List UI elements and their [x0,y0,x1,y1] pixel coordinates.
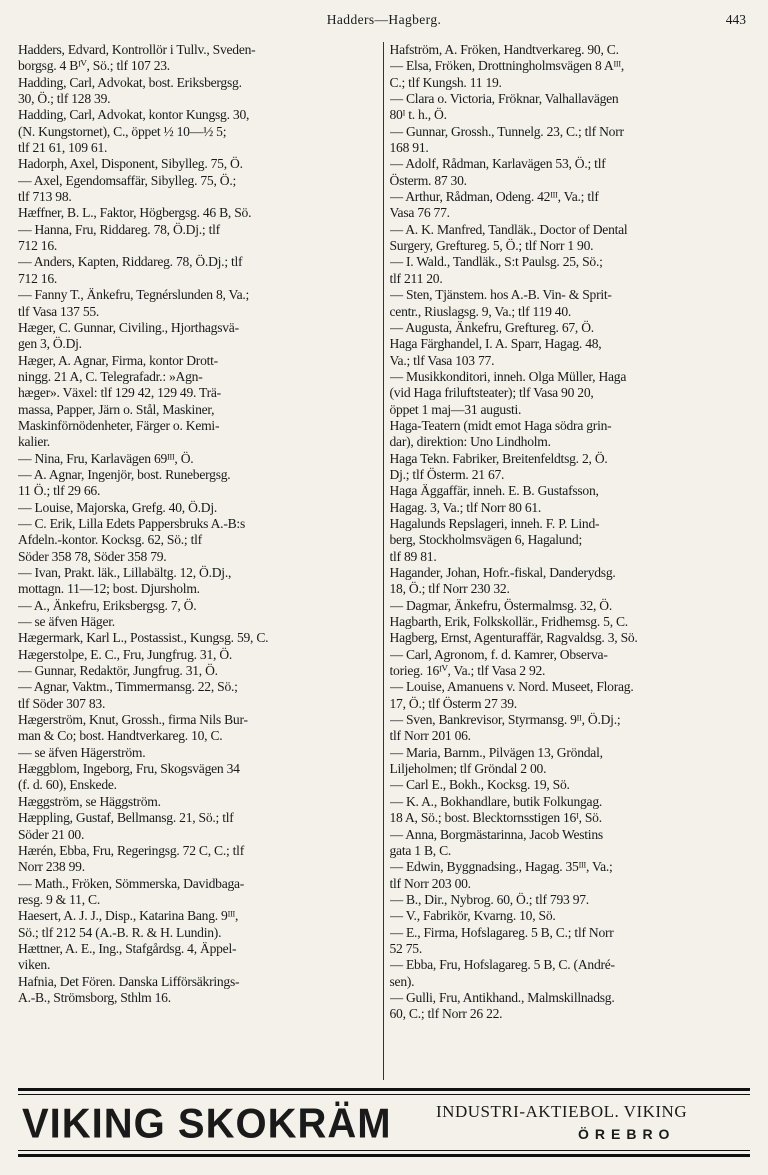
directory-line: Hægerström, Knut, Grossh., firma Nils Bur- [18,712,248,728]
directory-line: 11 Ö.; tlf 29 66. [18,483,101,499]
ad-maker: INDUSTRI-AKTIEBOL. VIKING [436,1102,688,1121]
directory-line: — Axel, Egendomsaffär, Sibylleg. 75, Ö.; [18,172,236,188]
directory-line: 60, C.; tlf Norr 26 22. [389,1006,503,1022]
directory-line: Sö.; tlf 212 54 (A.-B. R. & H. Lundin). [18,924,222,940]
directory-line: — Anders, Kapten, Riddareg. 78, Ö.Dj.; tlf [18,254,243,270]
directory-line: Haga Färghandel, I. A. Sparr, Hagag. 48, [389,336,602,352]
directory-line: Hættner, A. E., Ing., Stafgårdsg. 4, Äppel- [18,940,237,956]
directory-line: Surgery, Greftureg. 5, Ö.; tlf Norr 1 90. [389,238,594,254]
directory-line: — Augusta, Änkefru, Greftureg. 67, Ö. [389,319,594,335]
directory-line: 18, Ö.; tlf Norr 230 32. [389,581,510,597]
directory-line: Hadders, Edvard, Kontrollör i Tullv., Sveden- [18,42,256,57]
directory-line: Hadding, Carl, Advokat, bost. Eriksbergsg. [18,74,242,90]
directory-line: torieg. 16ᴵⱽ, Va.; tlf Vasa 2 92. [389,663,546,679]
directory-line: — Sten, Tjänstem. hos A.-B. Vin- & Sprit- [389,287,612,303]
directory-line: — se äfven Häger. [18,614,115,630]
directory-line: Hæggström, se Häggström. [18,793,161,809]
directory-line: Haga-Teatern (midt emot Haga södra grin- [389,417,612,433]
directory-line: tlf Vasa 137 55. [18,303,100,319]
directory-line: Hagander, Johan, Hofr.-fiskal, Danderydsg. [389,565,616,580]
ad-rule-top-thin [18,1094,750,1095]
directory-line: gata 1 B, C. [389,842,452,858]
directory-line: hæger». Växel: tlf 129 42, 129 49. Trä- [18,385,221,401]
directory-line: Hafström, A. Fröken, Handtverkareg. 90, C. [389,42,619,57]
directory-line: 18 A, Sö.; bost. Blecktornsstigen 16ᴵ, Sö. [389,810,602,826]
directory-line: — A. Agnar, Ingenjör, bost. Runebergsg. [18,466,231,482]
directory-line: Hæggblom, Ingeborg, Fru, Skogsvägen 34 [18,761,240,777]
directory-line: 168 91. [389,140,429,156]
directory-line: Hægermark, Karl L., Postassist., Kungsg. 59, C. [18,630,269,646]
directory-line: Afdeln.-kontor. Kocksg. 62, Sö.; tlf [18,532,202,548]
directory-line: mottagn. 11—12; bost. Djursholm. [18,581,200,597]
viking-advertisement [18,1088,750,1160]
directory-line: — Ebba, Fru, Hofslagareg. 5 B, C. (André- [389,957,615,973]
directory-line: 80ᴵ t. h., Ö. [389,107,447,123]
directory-line: kalier. [18,434,50,450]
directory-line: — Clara o. Victoria, Fröknar, Valhallavägen [389,91,619,107]
directory-line: — I. Wald., Tandläk., S:t Paulsg. 25, Sö.; [389,254,603,270]
directory-line: Hadding, Carl, Advokat, kontor Kungsg. 30, [18,107,250,123]
directory-line: man & Co; bost. Handtverkareg. 10, C. [18,728,223,744]
directory-line: Norr 238 99. [18,859,85,875]
directory-line: Hæppling, Gustaf, Bellmansg. 21, Sö.; tlf [18,810,234,826]
directory-line: — V., Fabrikör, Kvarng. 10, Sö. [389,908,556,924]
directory-line: tlf Norr 201 06. [389,728,471,744]
directory-columns [18,42,750,1080]
directory-line: tlf Söder 307 83. [18,695,106,711]
page-title: Hadders—Hagberg. [326,12,442,27]
directory-line: — Carl, Agronom, f. d. Kamrer, Observa- [389,646,608,662]
directory-line: (N. Kungstornet), C., öppet ½ 10—½ 5; [18,123,227,139]
directory-line: — Gunnar, Grossh., Tunnelg. 23, C.; tlf Norr [389,123,624,139]
directory-line: Hæffner, B. L., Faktor, Högbergsg. 46 B, Sö. [18,205,252,221]
directory-line: — Gulli, Fru, Antikhand., Malmskillnadsg. [389,989,615,1005]
directory-line: Hæger, A. Agnar, Firma, kontor Drott- [18,352,218,368]
directory-line: — Fanny T., Änkefru, Tegnérslunden 8, Va.; [18,287,250,303]
directory-line: — Hanna, Fru, Riddareg. 78, Ö.Dj.; tlf [18,221,220,237]
directory-line: — Math., Fröken, Sömmerska, Davidbaga- [18,875,245,891]
directory-line: — Anna, Borgmästarinna, Jacob Westins [389,826,603,842]
directory-line: Hagbarth, Erik, Folkskollär., Fridhemsg. 5, C. [389,614,628,630]
directory-line: Haga Äggaffär, inneh. E. B. Gustafsson, [389,483,599,499]
directory-line: tlf 211 20. [389,270,443,286]
directory-line: Hagag. 3, Va.; tlf Norr 80 61. [389,499,542,515]
directory-line: 712 16. [18,238,58,254]
directory-line: — K. A., Bokhandlare, butik Folkungag. [389,793,603,809]
directory-line: berg, Stockholmsvägen 6, Hagalund; [389,532,582,548]
directory-line: 712 16. [18,270,58,286]
directory-line: A.-B., Strömsborg, Sthlm 16. [18,989,171,1005]
directory-line: — Musikkonditori, inneh. Olga Müller, Haga [389,368,627,384]
directory-line: — Gunnar, Redaktör, Jungfrug. 31, Ö. [18,663,218,679]
directory-line: Hagberg, Ernst, Agenturaffär, Ragvaldsg. 3, Sö. [389,630,638,646]
directory-line: gen 3, Ö.Dj. [18,336,82,352]
directory-line: 30, Ö.; tlf 128 39. [18,91,111,107]
directory-line: (vid Haga friluftsteater); tlf Vasa 90 20, [389,385,594,401]
directory-line: Liljeholmen; tlf Gröndal 2 00. [389,761,547,777]
directory-line: C.; tlf Kungsh. 11 19. [389,74,502,90]
directory-line: — Sven, Bankrevisor, Styrmansg. 9ᴵᴵ, Ö.Dj.; [389,712,621,728]
directory-line: resg. 9 & 11, C. [18,891,100,907]
directory-line: — E., Firma, Hofslagareg. 5 B, C.; tlf Norr [389,924,614,940]
ad-rule-bottom-thin [18,1150,750,1151]
directory-line: — Louise, Majorska, Grefg. 40, Ö.Dj. [18,499,218,515]
directory-line: Österm. 87 30. [389,172,467,188]
directory-line: — Arthur, Rådman, Odeng. 42ᴵᴵᴵ, Va.; tlf [389,189,599,205]
directory-line: Hagalunds Repslageri, inneh. F. P. Lind- [389,515,600,531]
ad-rule-bottom [18,1154,750,1157]
directory-line: Dj.; tlf Österm. 21 67. [389,466,505,482]
directory-line: Vasa 76 77. [389,205,450,221]
directory-line: sen). [389,973,415,989]
directory-line: Haesert, A. J. J., Disp., Katarina Bang. 9ᴵᴵᴵ, [18,908,239,924]
directory-line: — Louise, Amanuens v. Nord. Museet, Florag. [389,679,634,695]
directory-line: — B., Dir., Nybrog. 60, Ö.; tlf 793 97. [389,891,589,907]
directory-line: Maskinförnödenheter, Färger o. Kemi- [18,417,220,433]
page-header [20,10,748,36]
directory-line: viken. [18,957,51,973]
directory-line: — Elsa, Fröken, Drottningholmsvägen 8 Aᴵᴵᴵ, [389,58,625,74]
directory-line: öppet 1 maj—31 augusti. [389,401,522,417]
directory-line: Va.; tlf Vasa 103 77. [389,352,495,368]
directory-line: — Carl E., Bokh., Kocksg. 19, Sö. [389,777,570,793]
left-column [18,42,384,1080]
directory-line: borgsg. 4 Bᴵⱽ, Sö.; tlf 107 23. [18,58,170,74]
directory-line: Söder 21 00. [18,826,85,842]
directory-line: — A. K. Manfred, Tandläk., Doctor of Dental [389,221,628,237]
directory-line: Söder 358 78, Söder 358 79. [18,548,167,564]
directory-line: tlf Norr 203 00. [389,875,471,891]
directory-line: Hadorph, Axel, Disponent, Sibylleg. 75, Ö. [18,156,243,172]
directory-line: dar), direktion: Uno Lindholm. [389,434,551,450]
directory-line: — se äfven Hägerström. [18,744,146,760]
directory-line: 52 75. [389,940,422,956]
directory-line: Hæger, C. Gunnar, Civiling., Hjorthagsvä- [18,319,239,335]
directory-line: ningg. 21 A, C. Telegrafadr.: »Agn- [18,368,203,384]
ad-city: ÖREBRO [578,1126,676,1142]
directory-line: — Ivan, Prakt. läk., Lillabältg. 12, Ö.Dj., [18,565,232,580]
directory-line: — C. Erik, Lilla Edets Pappersbruks A.-B:s [18,515,245,531]
directory-line: — Edwin, Byggnadsing., Hagag. 35ᴵᴵᴵ, Va.; [389,859,613,875]
directory-line: Hafnia, Det Fören. Danska Lifförsäkrings- [18,973,240,989]
directory-line: tlf 89 81. [389,548,437,564]
ad-rule-top [18,1088,750,1091]
directory-line: 17, Ö.; tlf Österm 27 39. [389,695,517,711]
ad-brand: VIKING SKOKRÄM [22,1100,392,1148]
directory-line: massa, Papper, Järn o. Stål, Maskiner, [18,401,215,417]
directory-line: — Maria, Barnm., Pilvägen 13, Gröndal, [389,744,603,760]
directory-line: (f. d. 60), Enskede. [18,777,117,793]
directory-line: — A., Änkefru, Eriksbergsg. 7, Ö. [18,597,197,613]
directory-line: tlf 713 98. [18,189,72,205]
directory-line: Hærén, Ebba, Fru, Regeringsg. 72 C, C.; tlf [18,842,244,858]
directory-line: tlf 21 61, 109 61. [18,140,108,156]
directory-line: — Agnar, Vaktm., Timmermansg. 22, Sö.; [18,679,238,695]
directory-line: Haga Tekn. Fabriker, Breitenfeldtsg. 2, Ö. [389,450,608,466]
directory-line: — Adolf, Rådman, Karlavägen 53, Ö.; tlf [389,156,606,172]
directory-line: Hægerstolpe, E. C., Fru, Jungfrug. 31, Ö. [18,646,233,662]
directory-line: centr., Riuslagsg. 9, Va.; tlf 119 40. [389,303,572,319]
directory-line: — Nina, Fru, Karlavägen 69ᴵᴵᴵ, Ö. [18,450,194,466]
directory-line: — Dagmar, Änkefru, Östermalmsg. 32, Ö. [389,597,613,613]
page-number: 443 [725,12,746,27]
right-column [384,42,751,1080]
